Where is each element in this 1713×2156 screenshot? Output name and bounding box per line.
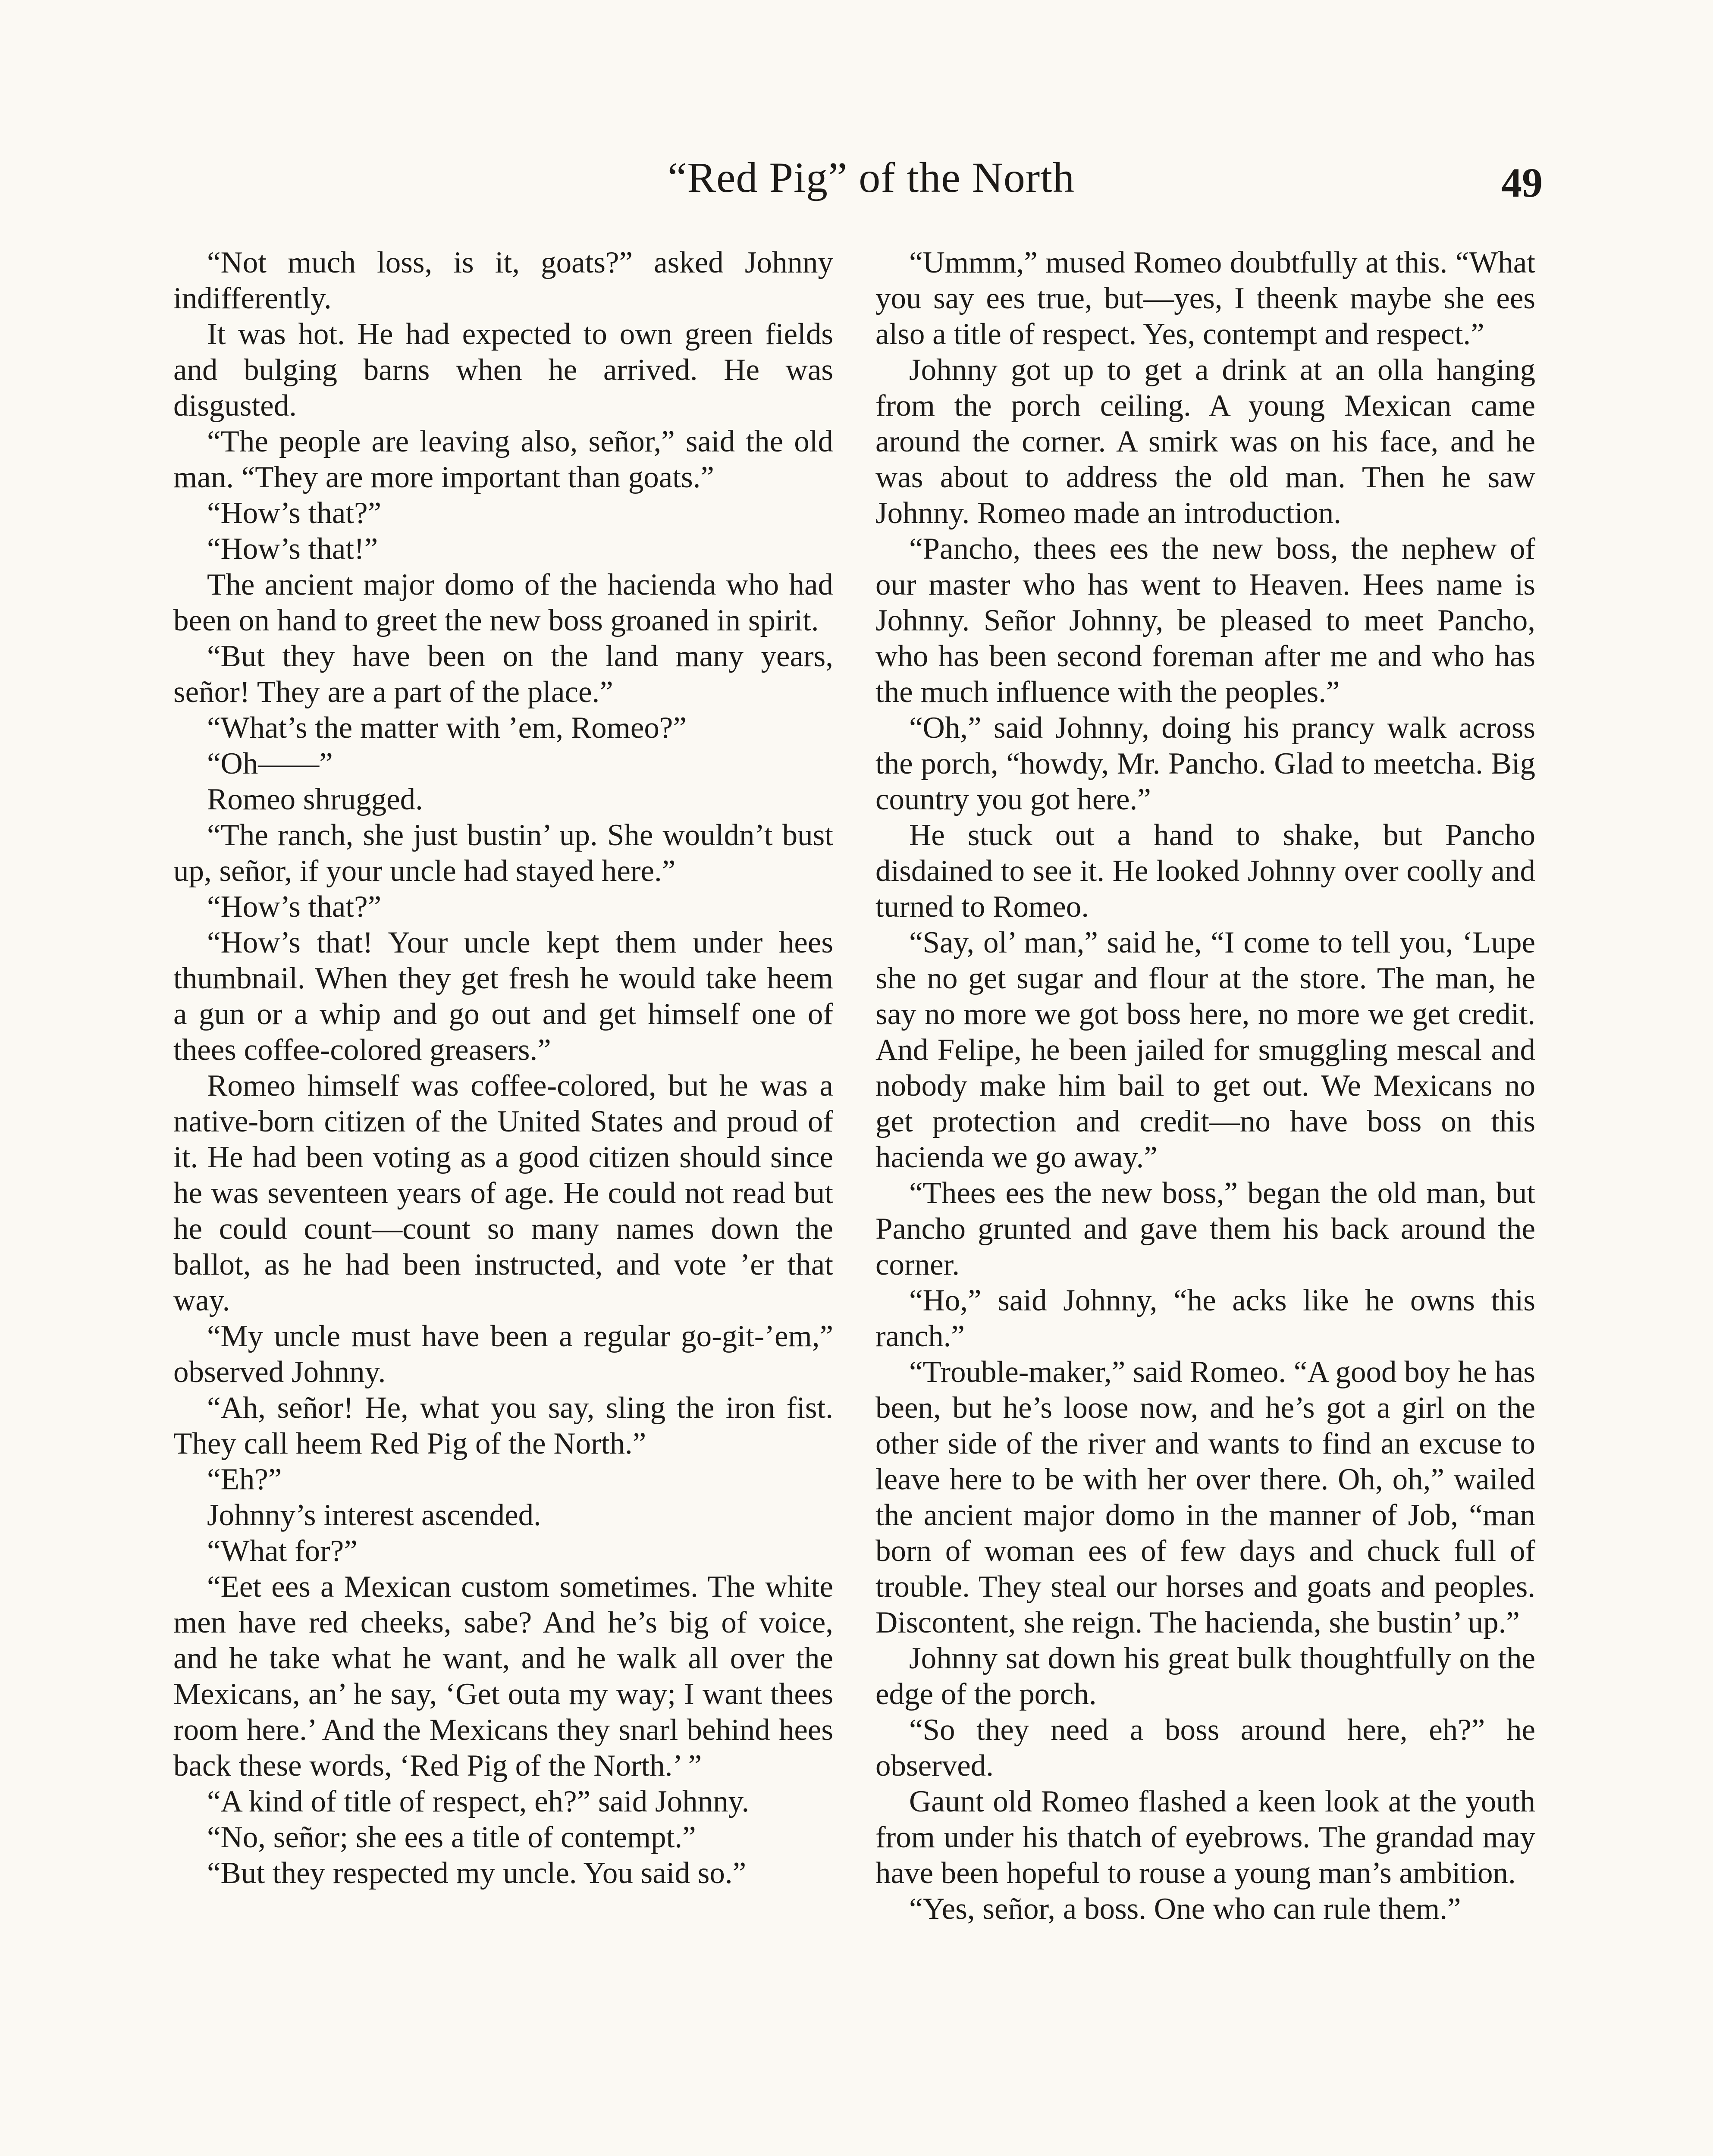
paragraph: Romeo shrugged.	[207, 783, 423, 816]
paragraph: “Oh——”	[207, 747, 333, 780]
paragraph: Johnny’s interest ascended.	[207, 1498, 541, 1532]
paragraph: “Ummm,” mused Romeo doubtfully at this. “What you say ees true, but—yes, I theenk maybe she ees also a title of respect. Yes, contempt and respect.”	[875, 246, 1535, 351]
paragraph: “But they respected my uncle. You said so.”	[207, 1856, 747, 1890]
paragraph: “How’s that!”	[207, 532, 378, 566]
paragraph: “Ho,” said Johnny, “he acks like he owns this ranch.”	[875, 1284, 1535, 1353]
paragraph: “Thees ees the new boss,” began the old man, but Pancho grunted and gave them his back around the corner.	[875, 1176, 1535, 1282]
left-column	[173, 245, 833, 1891]
paragraph: “My uncle must have been a regular go-git-’em,” observed Johnny.	[173, 1319, 833, 1389]
paragraph: “But they have been on the land many years, señor! They are a part of the place.”	[173, 639, 833, 709]
paragraph: “Pancho, thees ees the new boss, the nephew of our master who has went to Heaven. Hees name is Johnny. Señor Johnny, be pleased to meet Pancho, who has been second foreman after me and who has the much influence with the peoples.”	[875, 532, 1535, 709]
paragraph: “Eh?”	[207, 1463, 282, 1496]
right-column	[875, 245, 1535, 1927]
paragraph: Johnny sat down his great bulk thoughtfully on the edge of the porch.	[875, 1642, 1535, 1711]
page-number: 49	[1501, 160, 1543, 206]
paragraph: “Say, ol’ man,” said he, “I come to tell you, ‘Lupe she no get sugar and flour at the store. The man, he say no more we got boss here, no more we get credit. And Felipe, he been jailed for smuggling mescal and nobody make him bail to get out. We Mexicans no get protection and credit—no have boss on this hacienda we go away.”	[875, 926, 1535, 1174]
paragraph: “What for?”	[207, 1534, 358, 1568]
paragraph: “Oh,” said Johnny, doing his prancy walk across the porch, “howdy, Mr. Pancho. Glad to meetcha. Big country you got here.”	[875, 711, 1535, 816]
paragraph: “Ah, señor! He, what you say, sling the iron fist. They call heem Red Pig of the North.”	[173, 1391, 833, 1460]
paragraph: “So they need a boss around here, eh?” he observed.	[875, 1713, 1535, 1783]
paragraph: “Yes, señor, a boss. One who can rule them.”	[909, 1892, 1461, 1926]
paragraph: The ancient major domo of the hacienda who had been on hand to greet the new boss groaned in spirit.	[173, 568, 833, 637]
paragraph: Johnny got up to get a drink at an olla hanging from the porch ceiling. A young Mexican came around the corner. A smirk was on his face, and he was about to address the old man. Then he saw Johnny. Romeo made an introduction.	[875, 353, 1535, 530]
paragraph: “The people are leaving also, señor,” said the old man. “They are more important than goats.”	[173, 425, 833, 494]
paragraph: “A kind of title of respect, eh?” said Johnny.	[207, 1785, 750, 1818]
paragraph: “Eet ees a Mexican custom sometimes. The white men have red cheeks, sabe? And he’s big of voice, and he take what he want, and he walk all over the Mexicans, an’ he say, ‘Get outa my way; I want thees room here.’ And the Mexicans they snarl behind hees back these words, ‘Red Pig of the North.’ ”	[173, 1570, 833, 1783]
paragraph: “How’s that?”	[207, 890, 382, 924]
paragraph: “What’s the matter with ’em, Romeo?”	[207, 711, 687, 745]
paragraph: Romeo himself was coffee-colored, but he was a native-born citizen of the United States and proud of it. He had been voting as a good citizen should since he was seventeen years of age. He could not read but he could count—count so many names down the ballot, as he had been instructed, and vote ’er that way.	[173, 1069, 833, 1317]
paragraph: Gaunt old Romeo flashed a keen look at the youth from under his thatch of eyebrows. The grandad may have been hopeful to rouse a young man’s ambition.	[875, 1785, 1535, 1890]
paragraph: “How’s that! Your uncle kept them under hees thumbnail. When they get fresh he would take heem a gun or a whip and go out and get himself one of thees coffee-colored greasers.”	[173, 926, 833, 1067]
paragraph: He stuck out a hand to shake, but Pancho disdained to see it. He looked Johnny over coolly and turned to Romeo.	[875, 818, 1535, 924]
paragraph: “Trouble-maker,” said Romeo. “A good boy he has been, but he’s loose now, and he’s got a girl on the other side of the river and wants to find an excuse to leave here to be with her over there. Oh, oh,” wailed the ancient major domo in the manner of Job, “man born of woman ees of few days and chuck full of trouble. They steal our horses and goats and peoples. Discontent, she reign. The hacienda, she bustin’ up.”	[875, 1355, 1535, 1639]
running-head: “Red Pig” of the North	[667, 154, 1075, 201]
paragraph: “No, señor; she ees a title of contempt.”	[207, 1821, 696, 1854]
paragraph: It was hot. He had expected to own green fields and bulging barns when he arrived. He was disgusted.	[173, 317, 833, 423]
paragraph: “Not much loss, is it, goats?” asked Johnny indifferently.	[173, 246, 833, 315]
paragraph: “The ranch, she just bustin’ up. She wouldn’t bust up, señor, if your uncle had stayed here.”	[173, 818, 833, 888]
paragraph: “How’s that?”	[207, 496, 382, 530]
